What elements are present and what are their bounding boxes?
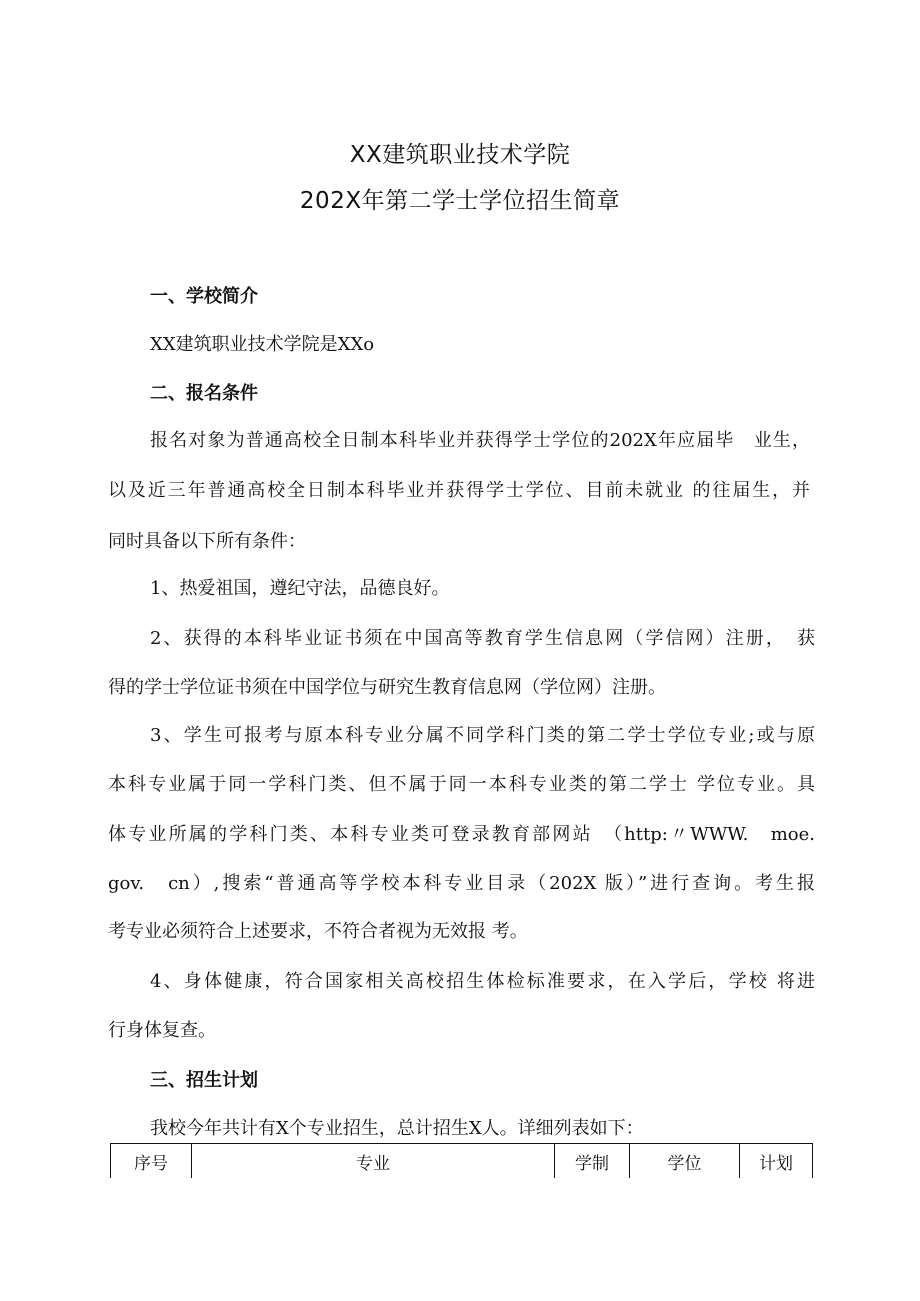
requirement-item-3-line: 本科专业属于同一学科门类、但不属于同一本科专业类的第二学士 学位专业。具 [108,774,815,795]
enrollment-plan-table [110,1143,813,1178]
requirements-intro-line: 同时具备以下所有条件： [108,531,306,552]
requirement-item-3-line: 考专业必须符合上述要求，不符合者视为无效报 考。 [108,921,528,942]
table-header-row [111,1144,813,1179]
requirement-item-1: 1、热爱祖国，遵纪守法，品德良好。 [150,578,450,599]
requirements-intro-line: 报名对象为普通高校全日制本科毕业并获得学士学位的202X年应届毕 业生， [150,430,810,451]
school-intro-paragraph: XX建筑职业技术学院是XXo [150,334,375,355]
table-header-cell-quota: 计划 [740,1144,813,1179]
document-title-line2: 202X年第二学士学位招生简章 [299,188,621,214]
requirement-item-3-line: gov. cn）,搜索“普通高等学校本科专业目录（202X 版）”进行查询。考生报 [108,873,815,894]
document-title-line1: XX建筑职业技术学院 [349,142,571,168]
section-heading-school-intro: 一、学校简介 [150,286,258,307]
enrollment-plan-paragraph: 我校今年共计有X个专业招生，总计招生X人。详细列表如下： [150,1118,644,1139]
requirement-item-4-line: 4、身体健康，符合国家相关高校招生体检标准要求，在入学后，学校 将进 [150,971,815,992]
requirement-item-4-line: 行身体复查。 [108,1020,216,1041]
section-heading-enrollment-plan: 三、招生计划 [150,1070,258,1091]
table-header-cell-major: 专业 [192,1144,555,1179]
requirement-item-2-line: 2、获得的本科毕业证书须在中国高等教育学生信息网（学信网）注册， 获 [150,628,815,649]
requirement-item-2-line: 得的学士学位证书须在中国学位与研究生教育信息网（学位网）注册。 [108,677,666,698]
section-heading-requirements: 二、报名条件 [150,383,258,404]
table-header-cell-degree: 学位 [630,1144,740,1179]
table-header-cell-duration: 学制 [555,1144,630,1179]
table-header-cell-index: 序号 [111,1144,192,1179]
requirement-item-3-line: 3、学生可报考与原本科专业分属不同学科门类的第二学士学位专业;或与原 [150,725,815,746]
requirements-intro-line: 以及近三年普通高校全日制本科毕业并获得学士学位、目前未就业 的往届生，并 [108,480,810,501]
requirement-item-3-line: 体专业所属的学科门类、本科专业类可登录教育部网站 （http:〃WWW. moe. [108,824,815,845]
